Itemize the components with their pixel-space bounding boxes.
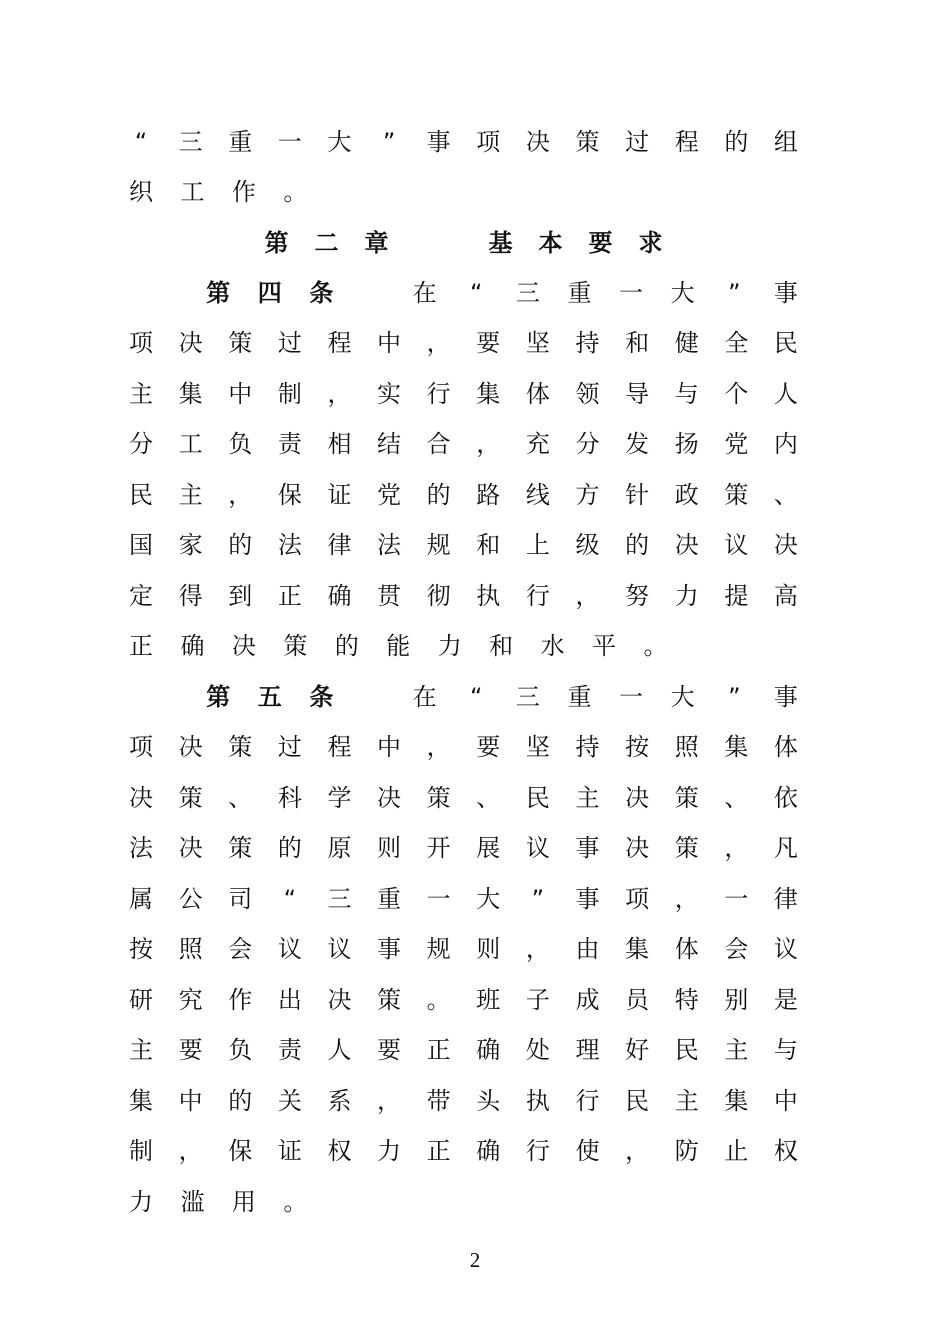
text-char: ” [728, 279, 741, 307]
text-char: 展 [476, 834, 501, 862]
text-char: 特 [674, 986, 699, 1014]
text-char: 分 [575, 430, 600, 458]
text-char: 策 [283, 632, 308, 660]
text-char: 。 [643, 632, 668, 660]
text-char: 合 [426, 430, 451, 458]
text-char: 的 [228, 1087, 253, 1115]
text-char: 制 [129, 1137, 153, 1165]
text-line [129, 323, 798, 363]
text-char: 集 [178, 380, 203, 408]
heading-char: 求 [638, 229, 663, 257]
text-char: 坚 [525, 329, 550, 357]
text-char: 议 [724, 531, 749, 559]
text-char: 一 [619, 683, 644, 711]
text-char: 要 [178, 1036, 203, 1064]
text-char: 策 [674, 784, 699, 812]
text-char: 彻 [426, 582, 451, 610]
text-char: 全 [724, 329, 749, 357]
text-char: 凡 [773, 834, 798, 862]
text-char: 使 [575, 1137, 600, 1165]
text-char: 过 [625, 128, 650, 156]
text-char: 一 [619, 279, 644, 307]
text-char: 研 [129, 986, 153, 1014]
text-char: 律 [773, 885, 798, 913]
text-char: 策 [228, 834, 253, 862]
text-char: 保 [277, 481, 302, 509]
text-char: 规 [426, 935, 451, 963]
text-char: 民 [625, 1087, 650, 1115]
text-char: 确 [327, 582, 352, 610]
text-char: 行 [525, 1137, 550, 1165]
text-line [129, 1081, 798, 1121]
text-char: 人 [327, 1036, 352, 1064]
text-char: 正 [129, 632, 153, 660]
text-char: “ [134, 128, 148, 156]
text-char: 由 [575, 935, 600, 963]
text-char: 决 [129, 784, 153, 812]
article-label-char: 四 [257, 279, 282, 307]
text-char: 国 [129, 531, 153, 559]
text-char: 集 [476, 380, 501, 408]
text-char: 和 [625, 329, 650, 357]
text-char: 的 [625, 531, 650, 559]
text-char: 集 [724, 733, 749, 761]
text-char: 内 [773, 430, 798, 458]
text-line [129, 1131, 798, 1171]
text-char: 。 [283, 1188, 308, 1216]
text-char: 重 [567, 683, 592, 711]
text-char: 针 [625, 481, 650, 509]
text-char: 集 [129, 1087, 153, 1115]
text-char: 中 [377, 329, 402, 357]
text-char: 要 [476, 329, 501, 357]
text-char: 提 [724, 582, 749, 610]
text-char: 事 [773, 683, 798, 711]
text-char: 一 [426, 885, 451, 913]
article-label-char: 条 [309, 683, 334, 711]
text-char: 大 [327, 128, 352, 156]
text-char: 是 [773, 986, 798, 1014]
text-char: 力 [377, 1137, 402, 1165]
text-char: ” [531, 885, 545, 913]
text-line [129, 525, 798, 565]
text-char: 在 [412, 683, 437, 711]
text-char: 集 [724, 1087, 749, 1115]
text-char: 人 [773, 380, 798, 408]
text-char: 分 [129, 430, 153, 458]
text-char: 工 [180, 178, 205, 206]
text-line [129, 1030, 798, 1070]
text-char: 行 [525, 582, 550, 610]
text-char: 的 [228, 531, 253, 559]
text-char: 律 [327, 531, 352, 559]
text-line [129, 929, 798, 969]
text-char: 保 [228, 1137, 253, 1165]
text-char: 作 [231, 178, 256, 206]
text-char: 、 [724, 784, 749, 812]
text-char: 结 [377, 430, 402, 458]
text-char: 则 [476, 935, 501, 963]
heading-char: 要 [588, 229, 613, 257]
text-char: 大 [670, 683, 695, 711]
text-char: 在 [412, 279, 437, 307]
text-char: 项 [476, 128, 501, 156]
text-line [129, 172, 798, 212]
text-char: 员 [625, 986, 650, 1014]
text-char: 体 [773, 733, 798, 761]
text-char: 集 [625, 935, 650, 963]
text-char: 发 [625, 430, 650, 458]
text-char: 工 [178, 430, 203, 458]
text-char: 程 [327, 329, 352, 357]
text-char: 议 [525, 834, 550, 862]
text-char: 体 [674, 935, 699, 963]
text-char: 重 [228, 128, 253, 156]
text-char: 作 [228, 986, 253, 1014]
text-char: 头 [476, 1087, 501, 1115]
text-char: 的 [334, 632, 359, 660]
text-char: 别 [724, 986, 749, 1014]
text-char: ， [724, 834, 749, 862]
text-char: ” [728, 683, 741, 711]
text-char: 决 [178, 733, 203, 761]
text-char: 项 [129, 329, 153, 357]
text-char: 关 [277, 1087, 302, 1115]
text-line [129, 576, 798, 616]
text-char: 三 [515, 683, 540, 711]
text-char: 行 [426, 380, 451, 408]
text-char: 究 [178, 986, 203, 1014]
text-char: 的 [426, 481, 451, 509]
heading-char: 二 [314, 229, 339, 257]
text-char: 、 [476, 784, 501, 812]
text-char: 科 [277, 784, 302, 812]
text-char: 正 [277, 582, 302, 610]
text-char: 按 [625, 733, 650, 761]
text-char: 决 [178, 329, 203, 357]
text-char: 三 [515, 279, 540, 307]
text-char: 与 [674, 380, 699, 408]
text-char: 程 [674, 128, 699, 156]
text-char: 程 [327, 733, 352, 761]
text-char: 民 [525, 784, 550, 812]
text-char: 力 [674, 582, 699, 610]
text-line [129, 879, 798, 919]
text-char: 执 [476, 582, 501, 610]
text-char: 重 [377, 885, 402, 913]
text-char: 学 [327, 784, 352, 812]
text-char: 子 [525, 986, 550, 1014]
text-char: 事 [426, 128, 451, 156]
text-char: 民 [773, 329, 798, 357]
text-char: 策 [674, 834, 699, 862]
text-char: 依 [773, 784, 798, 812]
text-char: 决 [231, 632, 256, 660]
page-number: 2 [469, 1248, 481, 1272]
text-char: 一 [724, 885, 749, 913]
text-char: 党 [377, 481, 402, 509]
text-char: 中 [773, 1087, 798, 1115]
text-char: 中 [377, 733, 402, 761]
text-line [129, 374, 798, 414]
text-char: 确 [476, 1137, 501, 1165]
text-char: 确 [476, 1036, 501, 1064]
text-char: 要 [476, 733, 501, 761]
text-char: ， [575, 582, 600, 610]
text-char: 水 [540, 632, 565, 660]
text-char: 中 [228, 380, 253, 408]
text-char: 按 [129, 935, 153, 963]
text-char: 项 [625, 885, 650, 913]
text-char: 权 [773, 1137, 798, 1165]
heading-char: 基 [488, 229, 513, 257]
article-first-line [206, 273, 798, 313]
text-char: 正 [426, 1036, 451, 1064]
text-char: 和 [489, 632, 514, 660]
article-label-char: 五 [257, 683, 282, 711]
text-char: 属 [129, 885, 153, 913]
text-char: 到 [228, 582, 253, 610]
article-label-char: 第 [206, 683, 231, 711]
heading-char: 第 [264, 229, 289, 257]
text-char: 带 [426, 1087, 451, 1115]
text-char: 相 [327, 430, 352, 458]
text-char: 行 [575, 1087, 600, 1115]
text-char: 。 [426, 986, 451, 1014]
text-char: 家 [178, 531, 203, 559]
text-char: 织 [129, 178, 153, 206]
text-char: 确 [180, 632, 205, 660]
text-char: 事 [377, 935, 402, 963]
text-char: 处 [525, 1036, 550, 1064]
text-char: 方 [575, 481, 600, 509]
text-char: 能 [386, 632, 411, 660]
text-char: 好 [625, 1036, 650, 1064]
text-line [129, 778, 798, 818]
text-line [129, 1182, 798, 1222]
text-char: 策 [724, 481, 749, 509]
text-char: 成 [575, 986, 600, 1014]
text-char: 线 [525, 481, 550, 509]
text-char: 三 [327, 885, 352, 913]
text-char: 。 [283, 178, 308, 206]
text-char: 贯 [377, 582, 402, 610]
text-char: 大 [476, 885, 501, 913]
text-char: 权 [327, 1137, 352, 1165]
text-char: 法 [277, 531, 302, 559]
text-char: ， [426, 329, 451, 357]
text-char: ， [327, 380, 352, 408]
text-char: 事 [773, 279, 798, 307]
text-char: 个 [724, 380, 749, 408]
text-char: 努 [625, 582, 650, 610]
text-char: 党 [724, 430, 749, 458]
heading-char: 章 [364, 229, 389, 257]
text-char: 责 [277, 430, 302, 458]
text-char: 体 [525, 380, 550, 408]
text-char: 证 [277, 1137, 302, 1165]
text-char: ， [377, 1087, 402, 1115]
text-line [129, 424, 798, 464]
text-char: 高 [773, 582, 798, 610]
text-char: 司 [228, 885, 253, 913]
text-char: 民 [129, 481, 153, 509]
text-char: ， [228, 481, 253, 509]
text-char: 策 [228, 733, 253, 761]
article-label-char: 条 [309, 279, 334, 307]
text-char: ， [476, 430, 501, 458]
text-char: 开 [426, 834, 451, 862]
text-char: 会 [724, 935, 749, 963]
text-char: 过 [277, 329, 302, 357]
text-char: 班 [476, 986, 501, 1014]
text-char: 主 [129, 380, 153, 408]
text-char: ， [426, 733, 451, 761]
text-char: ， [178, 1137, 203, 1165]
text-char: 决 [178, 834, 203, 862]
text-char: 策 [575, 128, 600, 156]
heading-char: 本 [538, 229, 563, 257]
text-char: 中 [178, 1087, 203, 1115]
text-char: 公 [178, 885, 203, 913]
text-char: 决 [674, 531, 699, 559]
text-char: 证 [327, 481, 352, 509]
text-char: 导 [625, 380, 650, 408]
text-char: 议 [277, 935, 302, 963]
text-line [129, 828, 798, 868]
text-char: 得 [178, 582, 203, 610]
text-char: 充 [525, 430, 550, 458]
text-char: 持 [575, 329, 600, 357]
text-char: 上 [525, 531, 550, 559]
text-char: 持 [575, 733, 600, 761]
text-char: 法 [129, 834, 153, 862]
text-char: 规 [426, 531, 451, 559]
text-char: 滥 [180, 1188, 205, 1216]
text-char: ， [674, 885, 699, 913]
text-char: 法 [377, 531, 402, 559]
text-char: 政 [674, 481, 699, 509]
text-char: 、 [773, 481, 798, 509]
text-char: 平 [592, 632, 617, 660]
text-char: 组 [773, 128, 798, 156]
text-char: 力 [129, 1188, 153, 1216]
text-char: 民 [674, 1036, 699, 1064]
text-char: 议 [327, 935, 352, 963]
text-line [129, 626, 798, 666]
text-char: 理 [575, 1036, 600, 1064]
text-char: 的 [724, 128, 749, 156]
text-char: 主 [129, 1036, 153, 1064]
text-char: 主 [575, 784, 600, 812]
chapter-heading [129, 223, 798, 263]
text-char: 照 [674, 733, 699, 761]
text-char: 级 [575, 531, 600, 559]
text-char: 制 [277, 380, 302, 408]
text-char: 策 [178, 784, 203, 812]
text-char: 领 [575, 380, 600, 408]
text-char: 策 [228, 329, 253, 357]
text-char: 则 [377, 834, 402, 862]
text-line [129, 980, 798, 1020]
text-char: “ [283, 885, 297, 913]
text-char: 、 [228, 784, 253, 812]
text-char: 定 [129, 582, 153, 610]
text-char: 主 [674, 1087, 699, 1115]
text-char: 用 [231, 1188, 256, 1216]
text-char: 会 [228, 935, 253, 963]
text-char: 责 [277, 1036, 302, 1064]
text-line [129, 122, 798, 162]
text-char: 出 [277, 986, 302, 1014]
text-char: 防 [674, 1137, 699, 1165]
text-char: 项 [129, 733, 153, 761]
text-char: 决 [625, 834, 650, 862]
text-line [129, 475, 798, 515]
text-char: 要 [377, 1036, 402, 1064]
text-line [129, 727, 798, 767]
text-char: 策 [377, 986, 402, 1014]
text-char: ， [525, 935, 550, 963]
text-char: 一 [277, 128, 302, 156]
text-char: 力 [437, 632, 462, 660]
text-char: 事 [575, 885, 600, 913]
text-char: “ [470, 279, 483, 307]
text-char: 大 [670, 279, 695, 307]
text-char: 止 [724, 1137, 749, 1165]
text-char: 负 [228, 1036, 253, 1064]
text-char: 实 [377, 380, 402, 408]
text-char: 健 [674, 329, 699, 357]
text-char: “ [470, 683, 483, 711]
text-char: 决 [377, 784, 402, 812]
text-char: 的 [277, 834, 302, 862]
text-char: 事 [575, 834, 600, 862]
text-char: 与 [773, 1036, 798, 1064]
text-char: ， [625, 1137, 650, 1165]
text-char: 坚 [525, 733, 550, 761]
text-char: 照 [178, 935, 203, 963]
text-char: 扬 [674, 430, 699, 458]
text-char: 决 [773, 531, 798, 559]
article-first-line [206, 677, 798, 717]
text-char: 三 [178, 128, 203, 156]
text-char: 决 [625, 784, 650, 812]
text-char: 负 [228, 430, 253, 458]
text-char: 主 [178, 481, 203, 509]
text-char: 和 [476, 531, 501, 559]
text-char: ” [382, 128, 396, 156]
text-char: 策 [426, 784, 451, 812]
article-label-char: 第 [206, 279, 231, 307]
text-char: 重 [567, 279, 592, 307]
text-char: 决 [525, 128, 550, 156]
text-char: 原 [327, 834, 352, 862]
text-char: 执 [525, 1087, 550, 1115]
text-char: 议 [773, 935, 798, 963]
text-char: 路 [476, 481, 501, 509]
text-char: 决 [327, 986, 352, 1014]
text-char: 正 [426, 1137, 451, 1165]
text-char: 过 [277, 733, 302, 761]
text-char: 系 [327, 1087, 352, 1115]
text-char: 主 [724, 1036, 749, 1064]
